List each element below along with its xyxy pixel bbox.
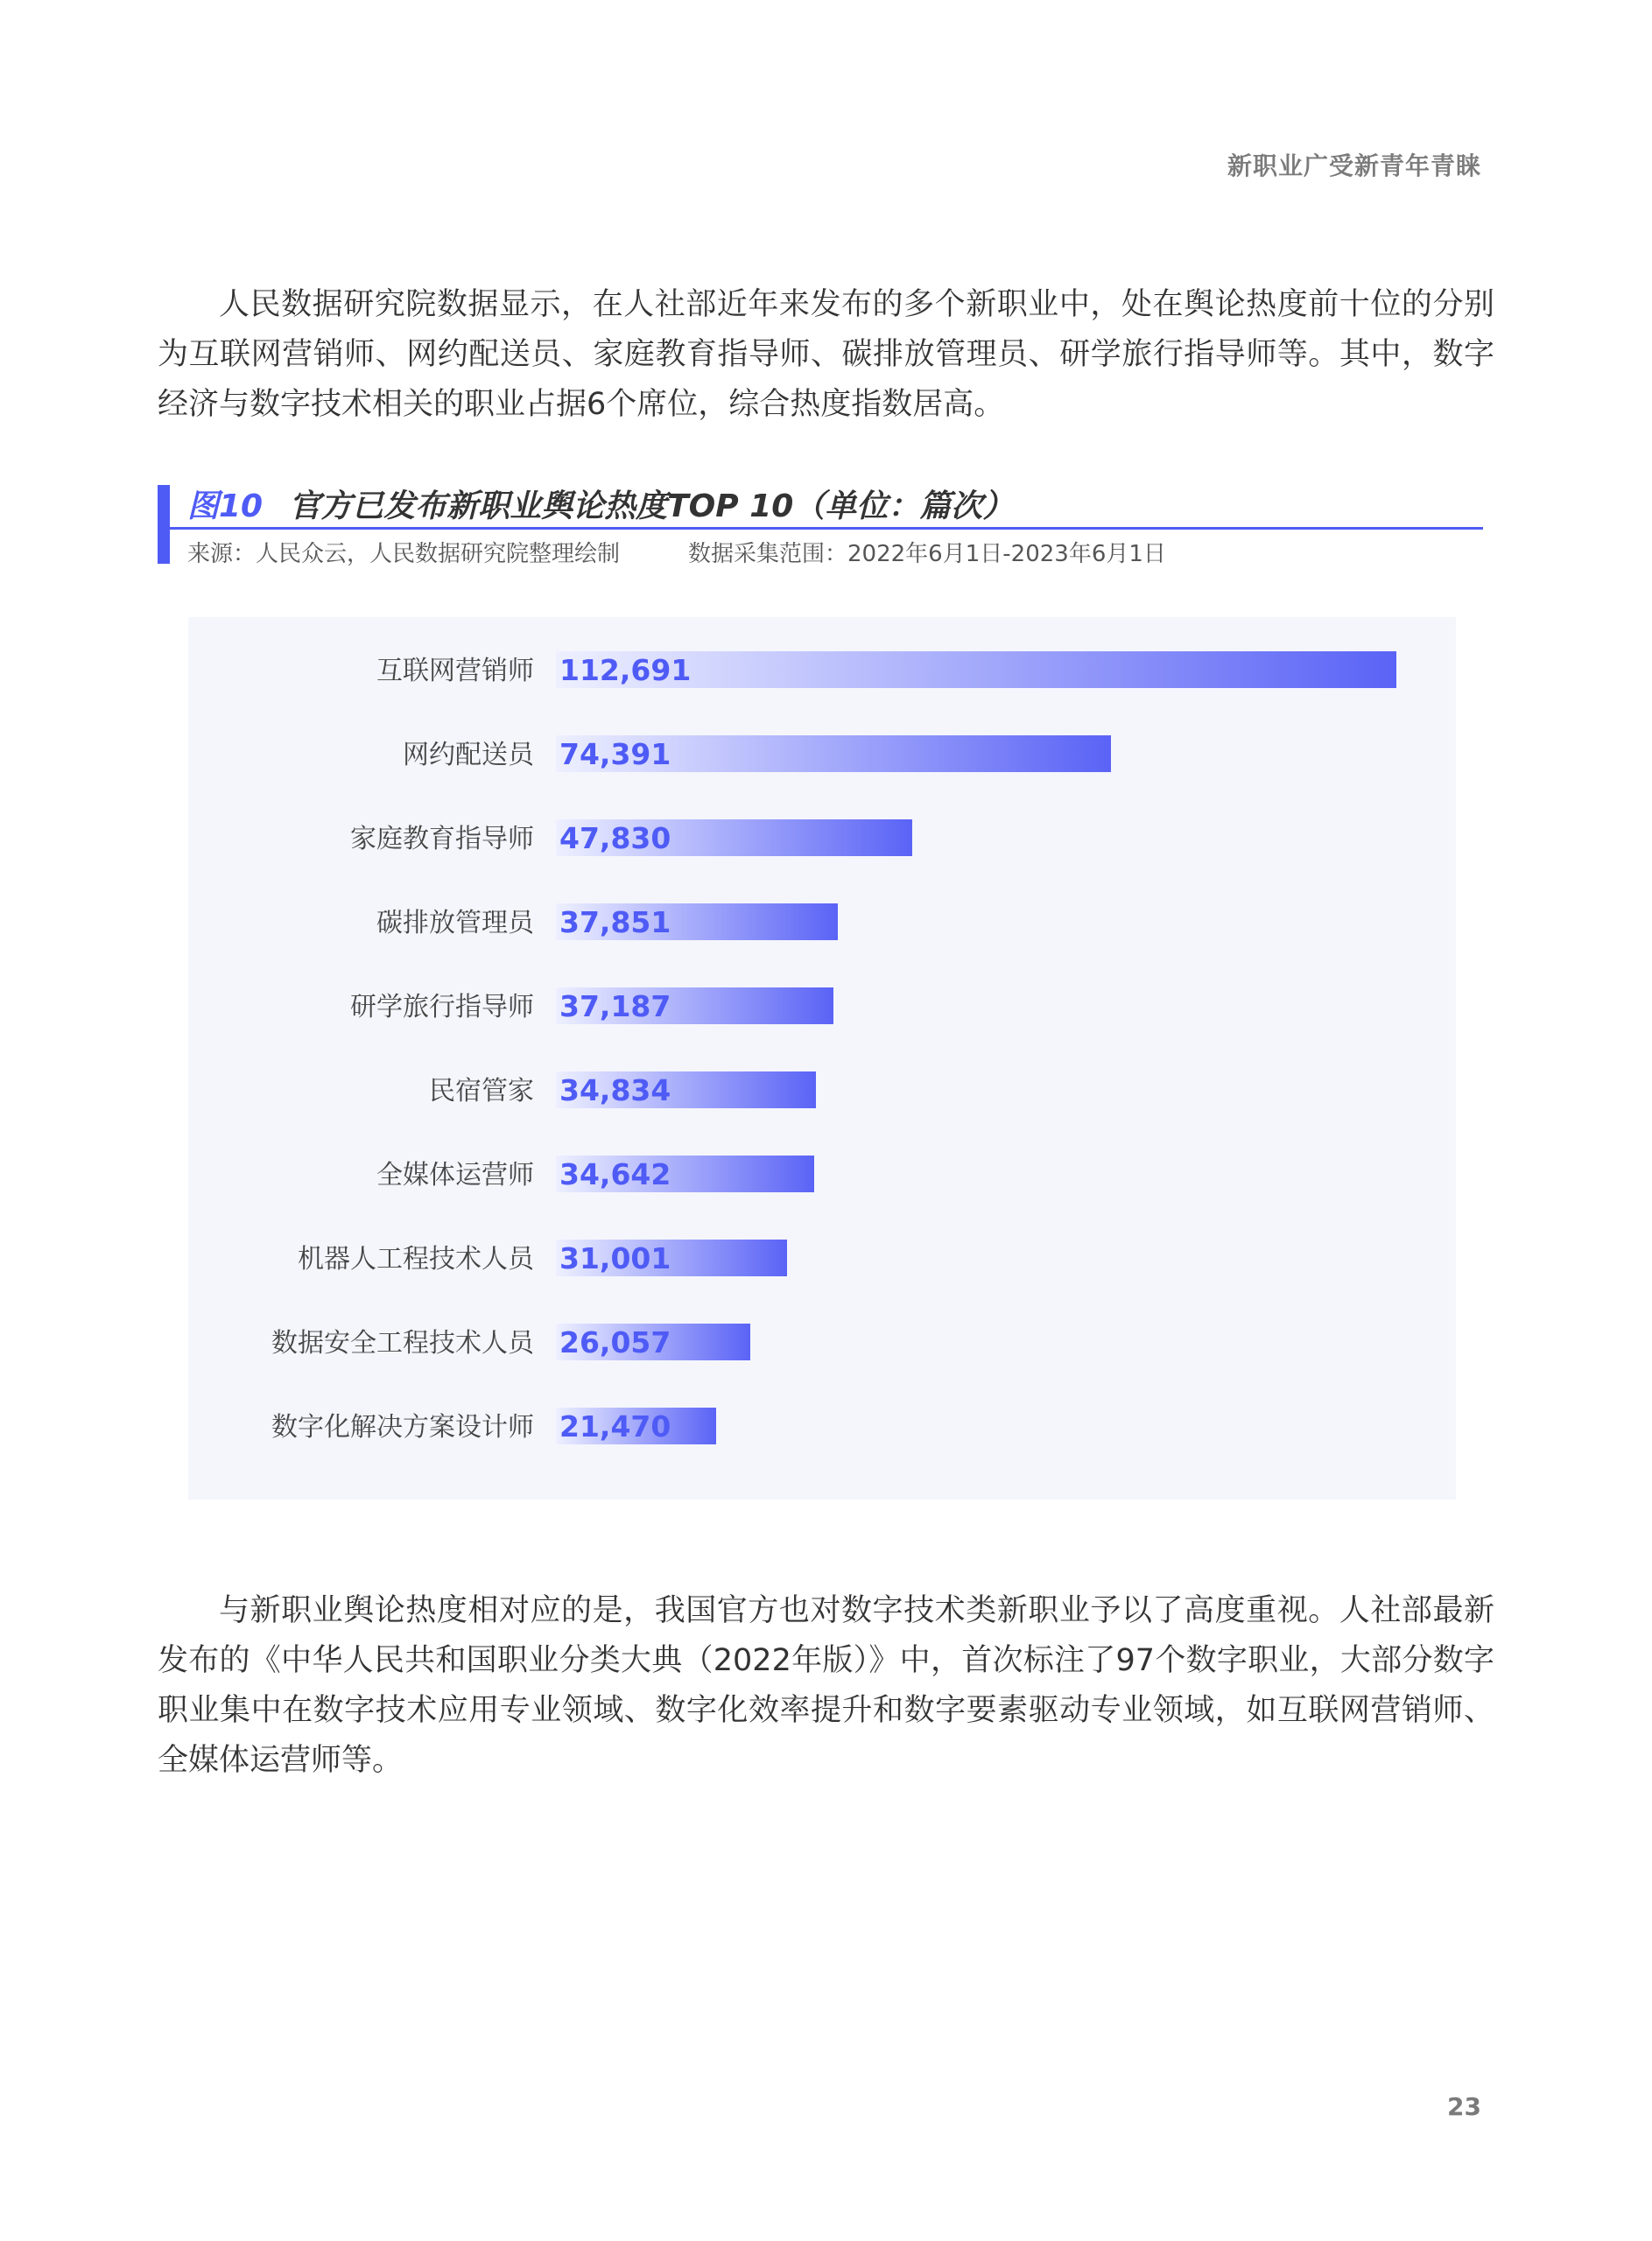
value-label-3: 47,830 <box>559 821 671 855</box>
category-label-5: 研学旅行指导师 <box>350 992 534 1022</box>
figure-accent-bar <box>158 485 170 564</box>
category-label-3: 家庭教育指导师 <box>350 824 534 854</box>
value-label-1: 112,691 <box>559 653 692 687</box>
running-header: 新职业广受新青年青睐 <box>1227 151 1481 180</box>
page-number: 23 <box>1447 2092 1481 2121</box>
category-label-4: 碳排放管理员 <box>376 908 534 938</box>
value-label-6: 34,834 <box>559 1073 671 1107</box>
value-label-4: 37,851 <box>559 905 671 939</box>
figure-rule <box>170 527 1483 530</box>
figure-number: 图10 <box>187 488 264 524</box>
figure-source: 来源：人民众云，人民数据研究院整理绘制 <box>187 541 621 567</box>
figure-meta <box>187 536 1166 568</box>
figure-range: 数据采集范围：2022年6月1日-2023年6月1日 <box>688 541 1166 567</box>
body-paragraph-followup: 与新职业舆论热度相对应的是，我国官方也对数字技术类新职业予以了高度重视。人社部最新发布的《中华人民共和国职业分类大典（2022年版）》中，首次标注了97个数字职业，大部分数字职业集中在数字技术应用专业领域、数字化效率提升和数字要素驱动专业领域，如互联网营销师、全媒体运营师等。 <box>158 1593 1494 1778</box>
category-label-6: 民宿管家 <box>429 1076 534 1106</box>
category-label-10: 数字化解决方案设计师 <box>271 1412 534 1443</box>
value-label-9: 26,057 <box>559 1325 671 1359</box>
category-label-9: 数据安全工程技术人员 <box>271 1328 534 1359</box>
category-label-1: 互联网营销师 <box>376 656 534 686</box>
value-label-7: 34,642 <box>559 1157 671 1191</box>
body-paragraph-intro: 人民数据研究院数据显示，在人社部近年来发布的多个新职业中，处在舆论热度前十位的分别为互联网营销师、网约配送员、家庭教育指导师、碳排放管理员、研学旅行指导师等。其中，数字经济与数字技术相关的职业占据6个席位，综合热度指数居高。 <box>158 287 1494 422</box>
figure-title: 官方已发布新职业舆论热度TOP 10（单位：篇次） <box>289 488 1015 524</box>
value-label-2: 74,391 <box>559 737 671 771</box>
value-label-10: 21,470 <box>559 1409 671 1444</box>
category-label-7: 全媒体运营师 <box>376 1160 534 1191</box>
value-label-8: 31,001 <box>559 1241 671 1275</box>
figure-caption <box>187 481 1014 526</box>
value-label-5: 37,187 <box>559 989 671 1023</box>
bar-chart <box>188 617 1456 1500</box>
chart-panel <box>188 617 1456 1500</box>
category-label-8: 机器人工程技术人员 <box>298 1244 534 1275</box>
category-label-2: 网约配送员 <box>403 740 534 770</box>
